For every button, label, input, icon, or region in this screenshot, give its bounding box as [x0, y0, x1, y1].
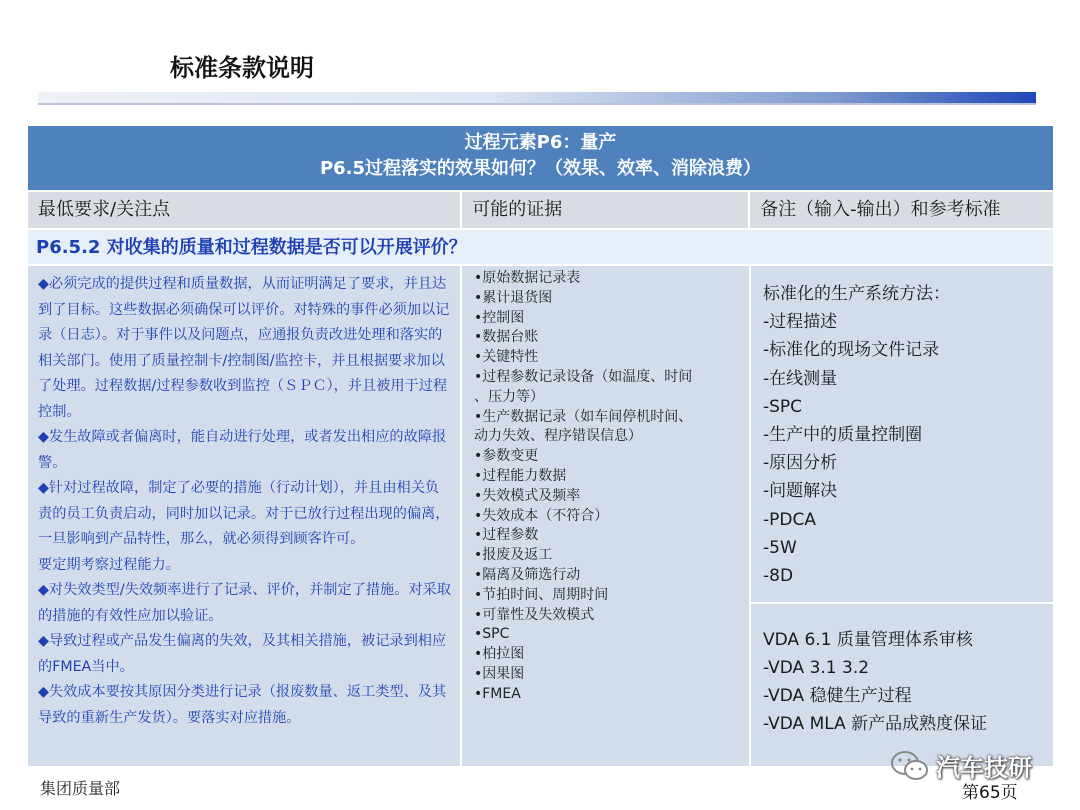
wechat-icon: [890, 749, 930, 783]
evidence-item: 、压力等）: [474, 388, 544, 405]
evidence-item: •累计退货图: [474, 289, 553, 306]
evidence-item: •控制图: [474, 309, 525, 326]
notes-cell: [751, 266, 1053, 766]
note-reference-item: VDA 6.1 质量管理体系审核: [763, 630, 973, 650]
evidence-item: •可靠性及失效模式: [474, 606, 595, 623]
column-header-evidence: 可能的证据: [462, 192, 748, 228]
page-number: 第65页: [962, 783, 1018, 803]
evidence-item: •报废及返工: [474, 547, 553, 564]
evidence-item: •生产数据记录（如车间停机时间、: [474, 408, 693, 425]
note-method-item: -原因分析: [763, 453, 838, 474]
requirement-paragraph: 要定期考察过程能力。: [38, 556, 180, 573]
note-reference-item: -VDA 稳健生产过程: [763, 686, 912, 706]
note-method-item: -生产中的质量控制圈: [763, 425, 923, 446]
column-headers: [28, 190, 1053, 228]
table-body: [28, 264, 1053, 766]
notes-references: [751, 604, 1053, 766]
column-header-notes: 备注（输入-输出）和参考标准: [750, 192, 1053, 228]
note-method-item: -SPC: [763, 396, 803, 417]
evidence-item: •原始数据记录表: [474, 270, 581, 286]
column-header-requirements: 最低要求/关注点: [28, 192, 460, 228]
evidence-item: •过程参数: [474, 527, 539, 544]
note-reference-item: -VDA MLA 新产品成熟度保证: [763, 714, 988, 734]
requirement-paragraph: ◆针对过程故障，制定了必要的措施（行动计划），并且由相关负责的员工负责启动，同时加以记录。对于已放行过程出现的偏离，一旦影响到产品特性，那么，就必须得到顾客许可。: [38, 480, 450, 547]
evidence-item: •关键特性: [474, 349, 539, 366]
evidence-item: •失效模式及频率: [474, 487, 581, 504]
note-method-item: -PDCA: [763, 509, 816, 530]
evidence-item: •节拍时间、周期时间: [474, 586, 609, 603]
evidence-item: 动力失效、程序错误信息）: [474, 428, 642, 445]
requirements-cell: [28, 266, 460, 766]
note-method-item: -过程描述: [763, 312, 838, 333]
requirement-paragraph: ◆失效成本要按其原因分类进行记录（报废数量、返工类型、及其导致的重新生产发货）。要落实对应措施。: [38, 684, 447, 726]
requirement-paragraph: ◆对失效类型/失效频率进行了记录、评价，并制定了措施。对采取的措施的有效性应加以验证。: [38, 582, 451, 624]
evidence-item: •数据台账: [474, 329, 539, 346]
evidence-item: •FMEA: [474, 685, 521, 702]
note-method-item: -8D: [763, 566, 794, 587]
standard-table: [28, 126, 1053, 766]
notes-methods: [751, 266, 1053, 604]
header-question: P6.5过程落实的效果如何？（效果、效率、消除浪费）: [319, 158, 762, 179]
evidence-cell: [462, 266, 749, 766]
evidence-item: •柏拉图: [474, 646, 525, 663]
note-reference-item: -VDA 3.1 3.2: [763, 658, 870, 678]
footer-department: 集团质量部: [40, 779, 121, 798]
evidence-item: •参数变更: [474, 448, 539, 465]
page-title: 标准条款说明: [170, 54, 314, 82]
evidence-item: •过程能力数据: [474, 467, 567, 484]
requirement-paragraph: ◆必须完成的提供过程和质量数据，从而证明满足了要求，并且达到了目标。这些数据必须确保可以评价。对特殊的事件必须加以记录（日志）。对于事件以及问题点，应通报负责改进处理和落实的相关部门。使用了质量控制卡/控制图/监控卡，并且根据要求加以了处理。过程数据/过程参数收到监控（ＳＰＣ），并且被用于过程控制。: [38, 276, 450, 420]
requirement-paragraph: ◆发生故障或者偏离时，能自动进行处理，或者发出相应的故障报警。: [38, 429, 447, 471]
note-method-item: -问题解决: [763, 481, 838, 502]
note-method-item: -在线测量: [763, 368, 838, 389]
watermark-text: 汽车技研: [936, 754, 1032, 782]
requirement-paragraph: ◆导致过程或产品发生偏离的失效，及其相关措施，被记录到相应的FMEA当中。: [38, 633, 447, 675]
evidence-item: •隔离及筛选行动: [474, 566, 581, 583]
header-process-element: 过程元素P6：量产: [464, 132, 617, 153]
note-method-item: -5W: [763, 537, 797, 558]
title-divider-line: [38, 103, 1036, 105]
note-method-item: -标准化的现场文件记录: [763, 340, 940, 361]
section-title: P6.5.2 对收集的质量和过程数据是否可以开展评价？: [28, 228, 1053, 264]
note-method-item: 标准化的生产系统方法：: [763, 284, 950, 304]
evidence-item: •失效成本（不符合）: [474, 507, 609, 524]
evidence-item: •因果图: [474, 665, 525, 682]
table-header: [28, 126, 1053, 190]
evidence-item: •过程参数记录设备（如温度、时间: [474, 368, 693, 385]
evidence-item: •SPC: [474, 626, 510, 643]
